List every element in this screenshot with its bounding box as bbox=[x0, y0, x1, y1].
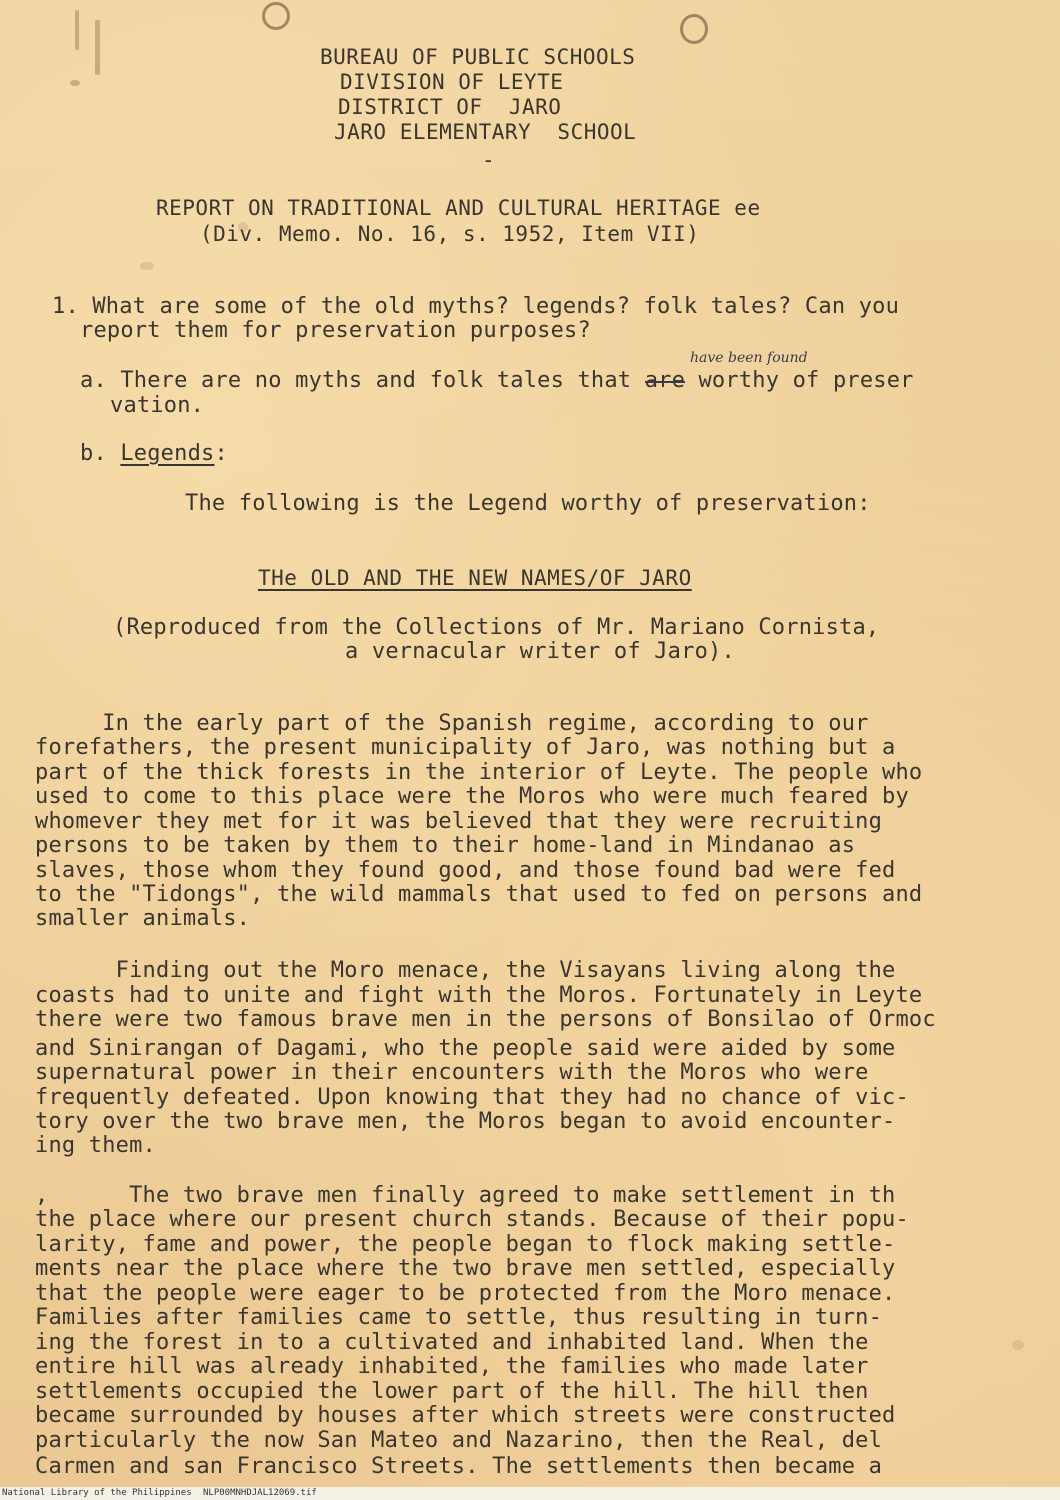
stain-mark bbox=[1012, 1340, 1024, 1350]
item-a-text: worthy of preser bbox=[685, 368, 914, 393]
punch-hole-mark bbox=[680, 14, 708, 44]
paragraph-3-line: entire hill was already inhabited, the families who made later bbox=[35, 1354, 869, 1379]
item-b-marker: b. bbox=[80, 441, 121, 466]
question-line: report them for preservation purposes? bbox=[80, 318, 591, 343]
paragraph-1-line: part of the thick forests in the interior of Leyte. The people who bbox=[35, 760, 923, 785]
source-line: a vernacular writer of Jaro). bbox=[345, 639, 735, 664]
paragraph-2-line: Finding out the Moro menace, the Visayans living along the bbox=[35, 958, 896, 983]
paragraph-3-line: the place where our present church stands. Because of their popu- bbox=[35, 1207, 909, 1232]
scan-footer bbox=[0, 1487, 1060, 1500]
paragraph-2-line: tory over the two brave men, the Moros began to avoid encounter- bbox=[35, 1109, 896, 1134]
item-a-text: a. There are no myths and folk tales that bbox=[80, 368, 645, 393]
paragraph-1-line: whomever they met for it was believed that they were recruiting bbox=[35, 809, 883, 834]
ink-stroke-mark bbox=[95, 20, 100, 75]
paragraph-1-line: persons to be taken by them to their home-land in Mindanao as bbox=[35, 833, 856, 858]
item-a-line-2: vation. bbox=[110, 393, 205, 418]
report-title: REPORT ON TRADITIONAL AND CULTURAL HERITAGE ee bbox=[156, 196, 761, 220]
item-b-colon: : bbox=[214, 441, 228, 466]
paragraph-1-line: to the "Tidongs", the wild mammals that used to fed on persons and bbox=[35, 882, 923, 907]
handwritten-correction: have been found bbox=[690, 350, 808, 366]
paragraph-3-line: , The two brave men finally agreed to make settlement in th bbox=[35, 1183, 896, 1208]
footer-source: National Library of the Philippines bbox=[2, 1488, 192, 1498]
paragraph-2-line: supernatural power in their encounters with the Moros who were bbox=[35, 1060, 869, 1085]
stain-mark bbox=[70, 80, 80, 86]
source-line: (Reproduced from the Collections of Mr. Mariano Cornista, bbox=[113, 615, 880, 640]
paragraph-3-line: larity, fame and power, the people began to flock making settle- bbox=[35, 1232, 896, 1257]
paragraph-2-line: frequently defeated. Upon knowing that they had no chance of vic- bbox=[35, 1085, 909, 1110]
paragraph-3-line: ments near the place where the two brave men settled, especially bbox=[35, 1256, 896, 1281]
punch-hole-mark bbox=[262, 2, 290, 30]
question-line: 1. What are some of the old myths? legends? folk tales? Can you bbox=[52, 294, 900, 319]
intro-line: The following is the Legend worthy of preservation: bbox=[185, 491, 871, 516]
paragraph-3-line: particularly the now San Mateo and Nazarino, then the Real, del bbox=[35, 1428, 883, 1453]
paragraph-2-line: and Sinirangan of Dagami, who the people said were aided by some bbox=[35, 1036, 896, 1061]
ink-stroke-mark bbox=[75, 10, 79, 50]
paragraph-3-line: became surrounded by houses after which streets were constructed bbox=[35, 1403, 896, 1428]
paragraph-3-line: Families after families came to settle, thus resulting in turn- bbox=[35, 1305, 883, 1330]
paragraph-3-line: that the people were eager to be protected from the Moro menace. bbox=[35, 1281, 896, 1306]
paragraph-1-line: In the early part of the Spanish regime, according to our bbox=[35, 711, 869, 736]
item-b-line bbox=[80, 442, 228, 466]
header-line: JARO ELEMENTARY SCHOOL bbox=[334, 120, 637, 144]
paragraph-2-line: coasts had to unite and fight with the Moros. Fortunately in Leyte bbox=[35, 983, 923, 1008]
report-memo: (Div. Memo. No. 16, s. 1952, Item VII) bbox=[200, 222, 700, 246]
legend-title: THe OLD AND THE NEW NAMES/OF JARO bbox=[258, 566, 692, 590]
paragraph-3-line: Carmen and san Francisco Streets. The settlements then became a bbox=[35, 1454, 883, 1479]
stain-mark bbox=[140, 262, 154, 270]
item-b-label: Legends bbox=[120, 441, 215, 466]
header-line: DIVISION OF LEYTE bbox=[340, 70, 564, 94]
item-a-line bbox=[80, 369, 914, 393]
paragraph-1-line: forefathers, the present municipality of Jaro, was nothing but a bbox=[35, 735, 896, 760]
paragraph-1-line: smaller animals. bbox=[35, 906, 251, 931]
paragraph-3-line: ing the forest in to a cultivated and inhabited land. When the bbox=[35, 1330, 869, 1355]
header-line: BUREAU OF PUBLIC SCHOOLS bbox=[320, 45, 636, 69]
paragraph-1-line: used to come to this place were the Moros who were much feared by bbox=[35, 784, 909, 809]
paragraph-2-line: ing them. bbox=[35, 1133, 157, 1158]
paragraph-3-line: settlements occupied the lower part of the hill. The hill then bbox=[35, 1379, 869, 1404]
paragraph-2-line: there were two famous brave men in the persons of Bonsilao of Ormoc bbox=[35, 1007, 936, 1032]
paragraph-1-line: slaves, those whom they found good, and those found bad were fed bbox=[35, 858, 896, 883]
header-line: DISTRICT OF JARO bbox=[338, 95, 562, 119]
header-dash: - bbox=[482, 148, 496, 172]
footer-filename: NLP00MNHDJAL12069.tif bbox=[203, 1488, 317, 1498]
struck-word: are bbox=[644, 368, 686, 393]
